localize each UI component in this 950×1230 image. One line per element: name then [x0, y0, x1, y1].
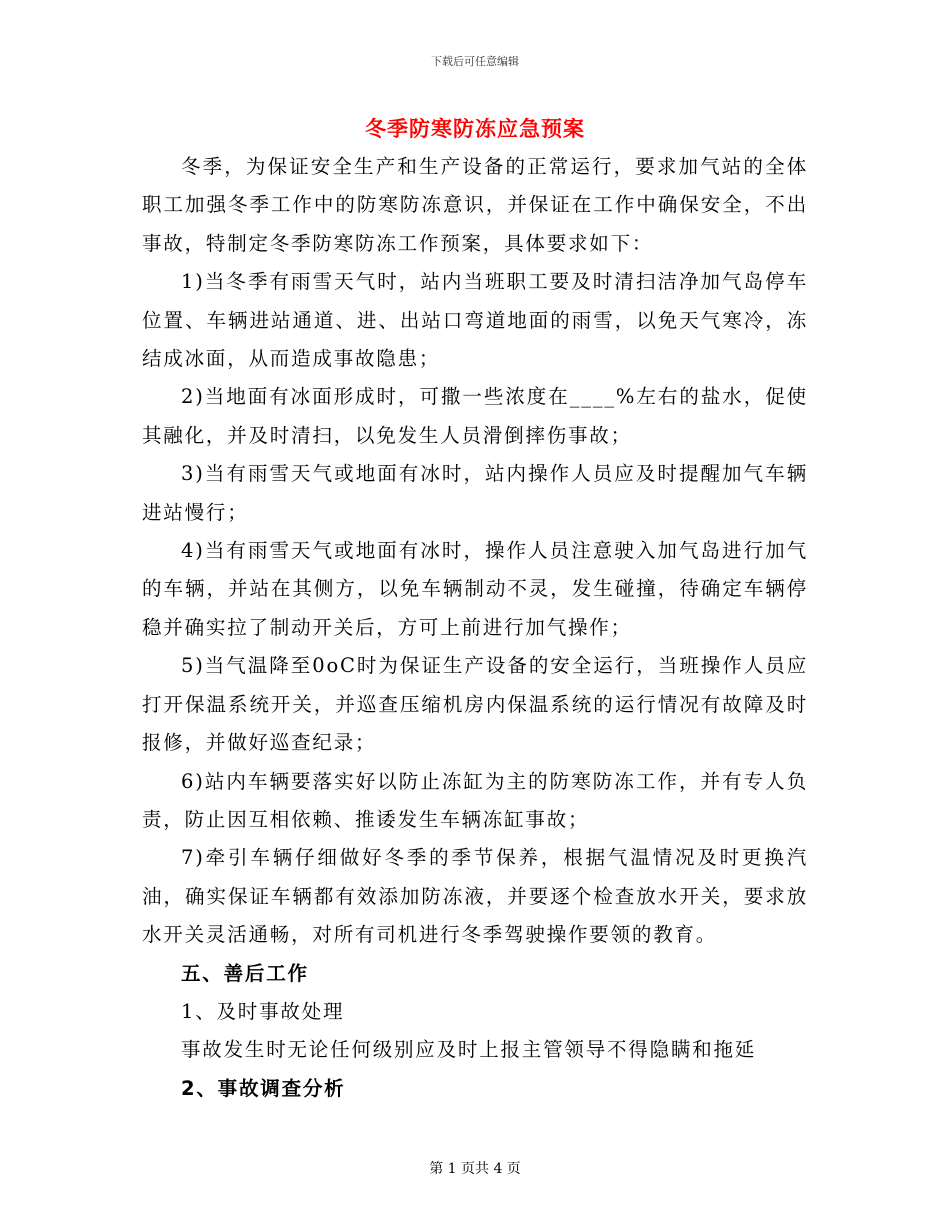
page-number: 第 1 页共 4 页	[429, 1161, 521, 1177]
subsection-1-text: 事故发生时无论任何级别应及时上报主管领导不得隐瞒和拖延	[181, 1038, 757, 1062]
intro-paragraph: 冬季，为保证安全生产和生产设备的正常运行，要求加气站的全体职工加强冬季工作中的防寒防冻意识，并保证在工作中确保安全，不出事故，特制定冬季防寒防冻工作预案，具体要求如下：	[142, 155, 808, 255]
item-5: 5)当气温降至0oC时为保证生产设备的安全运行，当班操作人员应打开保温系统开关，并巡查压缩机房内保温系统的运行情况有故障及时报修，并做好巡查纪录；	[142, 654, 808, 755]
item-6: 6)站内车辆要落实好以防止冻缸为主的防寒防冻工作，并有专人负责，防止因互相依赖、推诿发生车辆冻缸事故；	[142, 769, 808, 831]
item-4: 4)当有雨雪天气或地面有冰时，操作人员注意驶入加气岛进行加气的车辆，并站在其侧方，以免车辆制动不灵，发生碰撞，待确定车辆停稳并确实拉了制动开关后，方可上前进行加气操作；	[142, 539, 808, 639]
document-body	[142, 148, 808, 1108]
item-1: 1)当冬季有雨雪天气时，站内当班职工要及时清扫洁净加气岛停车位置、车辆进站通道、进、出站口弯道地面的雨雪，以免天气寒冷，冻结成冰面，从而造成事故隐患；	[142, 270, 808, 371]
subsection-2-heading: 2、事故调查分析	[181, 1076, 346, 1100]
header-note: 下载后可任意编辑	[431, 55, 519, 68]
subsection-1-heading: 1、及时事故处理	[181, 999, 345, 1023]
item-7: 7)牵引车辆仔细做好冬季的季节保养，根据气温情况及时更换汽油，确实保证车辆都有效添加防冻液，并要逐个检查放水开关，要求放水开关灵活通畅，对所有司机进行冬季驾驶操作要领的教育。	[142, 846, 808, 947]
item-2: 2)当地面有冰面形成时，可撒一些浓度在____%左右的盐水，促使其融化，并及时清扫，以免发生人员滑倒摔伤事故；	[142, 385, 808, 447]
item-3: 3)当有雨雪天气或地面有冰时，站内操作人员应及时提醒加气车辆进站慢行；	[142, 462, 808, 524]
section-5-heading: 五、善后工作	[181, 961, 309, 985]
document-title: 冬季防寒防冻应急预案	[365, 117, 585, 141]
